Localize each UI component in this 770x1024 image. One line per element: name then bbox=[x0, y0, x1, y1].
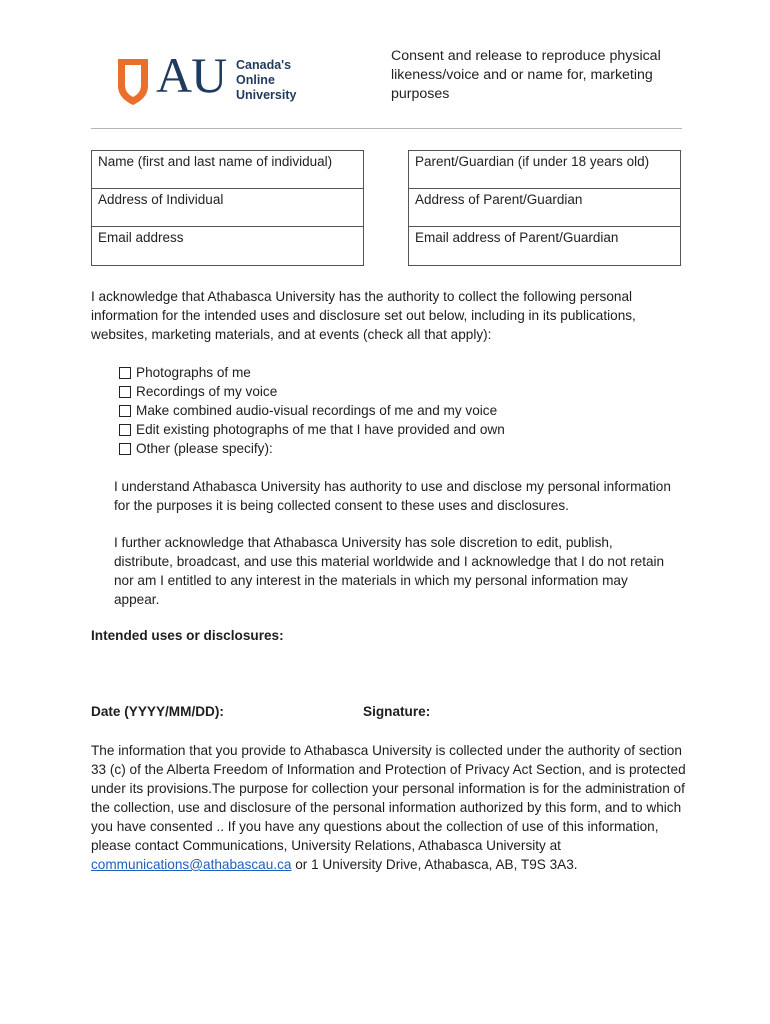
checklist-label: Edit existing photographs of me that I have provided and own bbox=[136, 422, 505, 437]
voice-recordings-checkbox[interactable] bbox=[119, 386, 131, 398]
name-field[interactable]: Name (first and last name of individual) bbox=[92, 151, 363, 189]
shield-icon bbox=[116, 56, 150, 106]
address-field[interactable]: Address of Individual bbox=[92, 189, 363, 227]
other-checkbox[interactable] bbox=[119, 443, 131, 455]
audio-visual-checkbox[interactable] bbox=[119, 405, 131, 417]
logo-tagline bbox=[236, 58, 296, 103]
guardian-name-field[interactable]: Parent/Guardian (if under 18 years old) bbox=[409, 151, 680, 189]
checklist-label: Other (please specify): bbox=[136, 441, 273, 456]
logo-line: University bbox=[236, 88, 297, 102]
logo-letters: AU bbox=[156, 47, 227, 103]
checklist-item bbox=[119, 439, 505, 458]
checklist-item bbox=[119, 420, 505, 439]
privacy-notice-address: or 1 University Drive, Athabasca, AB, T9S 3A3. bbox=[295, 857, 578, 872]
checklist-label: Make combined audio-visual recordings of me and my voice bbox=[136, 403, 498, 418]
intended-uses-label: Intended uses or disclosures: bbox=[91, 628, 284, 643]
logo-line: Canada's bbox=[236, 58, 292, 72]
edit-photographs-checkbox[interactable] bbox=[119, 424, 131, 436]
checklist-item bbox=[119, 363, 505, 382]
date-label: Date (YYYY/MM/DD): bbox=[91, 704, 224, 719]
privacy-notice bbox=[91, 741, 691, 874]
guardian-address-field[interactable]: Address of Parent/Guardian bbox=[409, 189, 680, 227]
checklist-label: Photographs of me bbox=[136, 365, 251, 380]
consent-checklist bbox=[119, 363, 505, 458]
individual-info-table bbox=[91, 150, 364, 266]
document-title: Consent and release to reproduce physical likeness/voice and or name for, marketing purposes bbox=[391, 48, 661, 102]
checklist-label: Recordings of my voice bbox=[136, 384, 278, 399]
checklist-item bbox=[119, 401, 505, 420]
acknowledgement-paragraph: I acknowledge that Athabasca University has the authority to collect the following personal information for the intended uses and disclosure set out below, including in its publications, websites, marketing materials, and at events (check all that apply): bbox=[91, 289, 636, 342]
photographs-checkbox[interactable] bbox=[119, 367, 131, 379]
email-field[interactable]: Email address bbox=[98, 230, 184, 245]
signature-label: Signature: bbox=[363, 704, 431, 719]
communications-email-link[interactable]: communications@athabascau.ca bbox=[91, 857, 292, 872]
logo-line: Online bbox=[236, 73, 275, 87]
guardian-email-field[interactable]: Email address of Parent/Guardian bbox=[415, 230, 619, 245]
guardian-info-table bbox=[408, 150, 681, 266]
further-paragraph: I further acknowledge that Athabasca University has sole discretion to edit, publish, distribute, broadcast, and use this material worldwide and I acknowledge that I do not retain nor am I entitled to any interest in the materials in which my personal information may appear. bbox=[114, 535, 665, 607]
privacy-notice-text: The information that you provide to Athabasca University is collected under the authority of section 33 (c) of the Alberta Freedom of Information and Protection of Privacy Act Section, and is protected under its provisions.The purpose for collection your personal information is for the administration of the collection, use and disclosure of the personal information authorized by this form, and to which you have consented .. If you have any questions about the collection of use of this information, please contact Communications, University Relations, Athabasca University at bbox=[91, 743, 686, 853]
au-logo bbox=[116, 47, 306, 112]
checklist-item bbox=[119, 382, 505, 401]
header-divider bbox=[91, 128, 682, 129]
understand-paragraph: I understand Athabasca University has authority to use and disclose my personal information for the purposes it is being collected consent to these uses and disclosures. bbox=[114, 479, 671, 513]
